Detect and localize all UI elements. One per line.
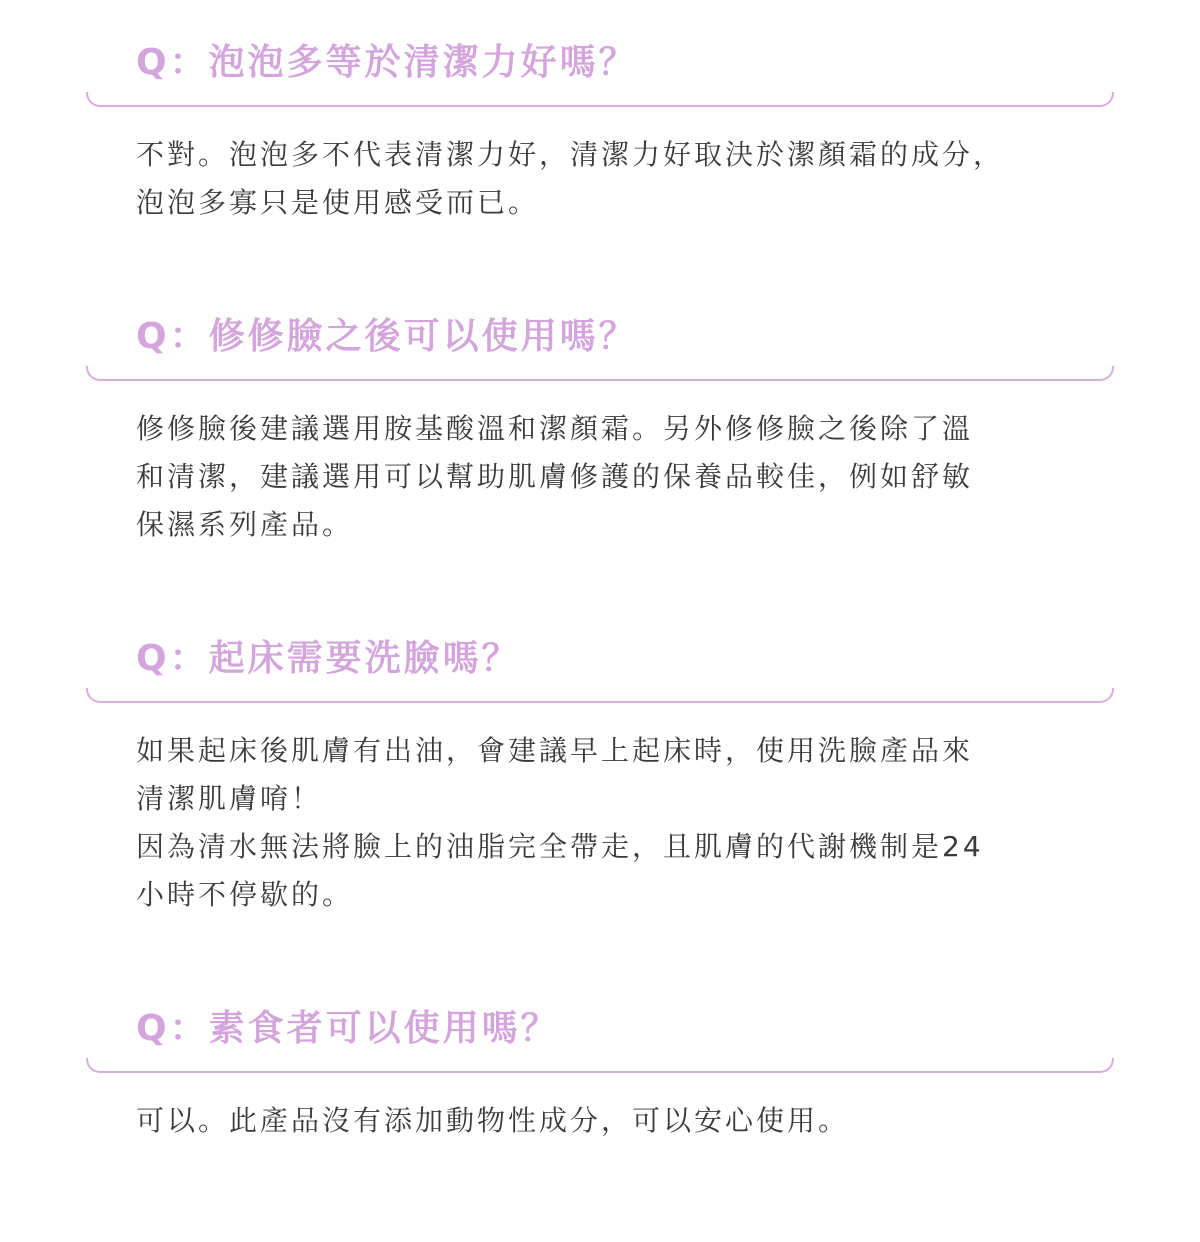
answer-line: 修修臉後建議選用胺基酸溫和潔顏霜。另外修修臉之後除了溫	[136, 412, 974, 445]
faq-question	[136, 634, 521, 684]
faq-answer	[136, 727, 1071, 919]
faq-answer	[136, 1097, 1071, 1145]
question-divider	[86, 688, 1114, 703]
answer-line: 因為清水無法將臉上的油脂完全帶走，且肌膚的代謝機制是24	[136, 830, 984, 863]
question-prefix: Q：	[136, 316, 209, 357]
answer-line: 保濕系列產品。	[136, 508, 354, 541]
answer-line: 泡泡多寡只是使用感受而已。	[136, 186, 540, 219]
question-prefix: Q：	[136, 638, 209, 679]
question-text: 修修臉之後可以使用嗎？	[208, 316, 638, 357]
question-text: 起床需要洗臉嗎？	[208, 638, 521, 679]
answer-line: 不對。泡泡多不代表清潔力好，清潔力好取決於潔顏霜的成分，	[136, 138, 1005, 171]
question-divider	[86, 92, 1114, 107]
answer-line: 如果起床後肌膚有出油，會建議早上起床時，使用洗臉產品來	[136, 734, 974, 767]
answer-line: 小時不停歇的。	[136, 878, 354, 911]
faq-question	[136, 1004, 560, 1054]
question-prefix: Q：	[136, 42, 209, 83]
answer-line: 清潔肌膚唷！	[136, 782, 323, 815]
faq-answer	[136, 405, 1071, 549]
question-text: 素食者可以使用嗎？	[208, 1008, 560, 1049]
question-text: 泡泡多等於清潔力好嗎？	[208, 42, 638, 83]
faq-answer	[136, 131, 1071, 227]
answer-line: 可以。此產品沒有添加動物性成分，可以安心使用。	[136, 1104, 850, 1137]
answer-line: 和清潔，建議選用可以幫助肌膚修護的保養品較佳，例如舒敏	[136, 460, 974, 493]
question-divider	[86, 366, 1114, 381]
question-prefix: Q：	[136, 1008, 209, 1049]
faq-question	[136, 38, 638, 88]
question-divider	[86, 1058, 1114, 1073]
faq-question	[136, 312, 638, 362]
